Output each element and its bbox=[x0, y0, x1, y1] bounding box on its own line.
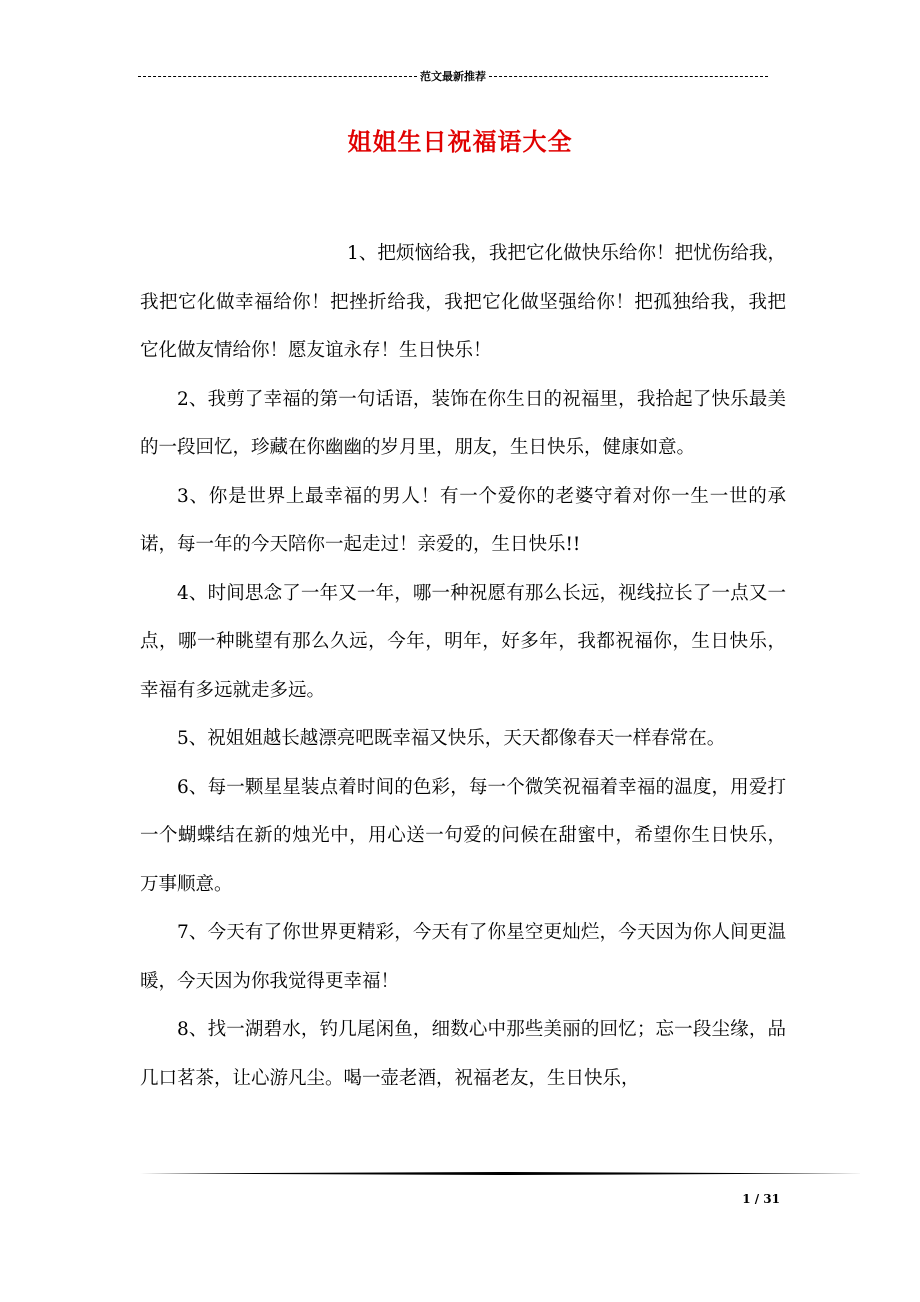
paragraph-4: 4、时间思念了一年又一年，哪一种祝愿有那么长远，视线拉长了一点又一点，哪一种眺望有那么久远，今年，明年，好多年，我都祝福你，生日快乐，幸福有多远就走多远。 bbox=[140, 582, 786, 701]
footer-divider bbox=[140, 1172, 864, 1175]
paragraph-7: 7、今天有了你世界更精彩，今天有了你星空更灿烂，今天因为你人间更温暖，今天因为你我觉得更幸福！ bbox=[140, 922, 786, 992]
header-dash-left bbox=[138, 76, 417, 77]
paragraph-8: 8、找一湖碧水，钓几尾闲鱼，细数心中那些美丽的回忆；忘一段尘缘，品几口茗茶，让心游凡尘。喝一壶老酒，祝福老友，生日快乐， bbox=[140, 1019, 786, 1089]
paragraph-5: 5、祝姐姐越长越漂亮吧既幸福又快乐，天天都像春天一样春常在。 bbox=[177, 728, 726, 749]
header-label: 范文最新推荐 bbox=[420, 70, 486, 83]
document-title: 姐姐生日祝福语大全 bbox=[347, 127, 573, 156]
document-body bbox=[140, 230, 786, 1103]
paragraph-6: 6、每一颗星星装点着时间的色彩，每一个微笑祝福着幸福的温度，用爱打一个蝴蝶结在新的烛光中，用心送一句爱的问候在甜蜜中，希望你生日快乐，万事顺意。 bbox=[140, 776, 786, 895]
paragraph-1: 1、把烦恼给我，我把它化做快乐给你！把忧伤给我，我把它化做幸福给你！把挫折给我，我把它化做坚强给你！把孤独给我，我把它化做友情给你！愿友谊永存！生日快乐！ bbox=[140, 243, 786, 361]
paragraph-2: 2、我剪了幸福的第一句话语，装饰在你生日的祝福里，我拾起了快乐最美的一段回忆，珍藏在你幽幽的岁月里，朋友，生日快乐，健康如意。 bbox=[140, 388, 786, 458]
page-number: 1 / 31 bbox=[742, 1192, 780, 1206]
header-recommendation bbox=[138, 68, 768, 84]
header-dash-right bbox=[489, 76, 768, 77]
paragraph-3: 3、你是世界上最幸福的男人！有一个爱你的老婆守着对你一生一世的承诺，每一年的今天陪你一起走过！亲爱的，生日快乐!! bbox=[140, 485, 786, 555]
